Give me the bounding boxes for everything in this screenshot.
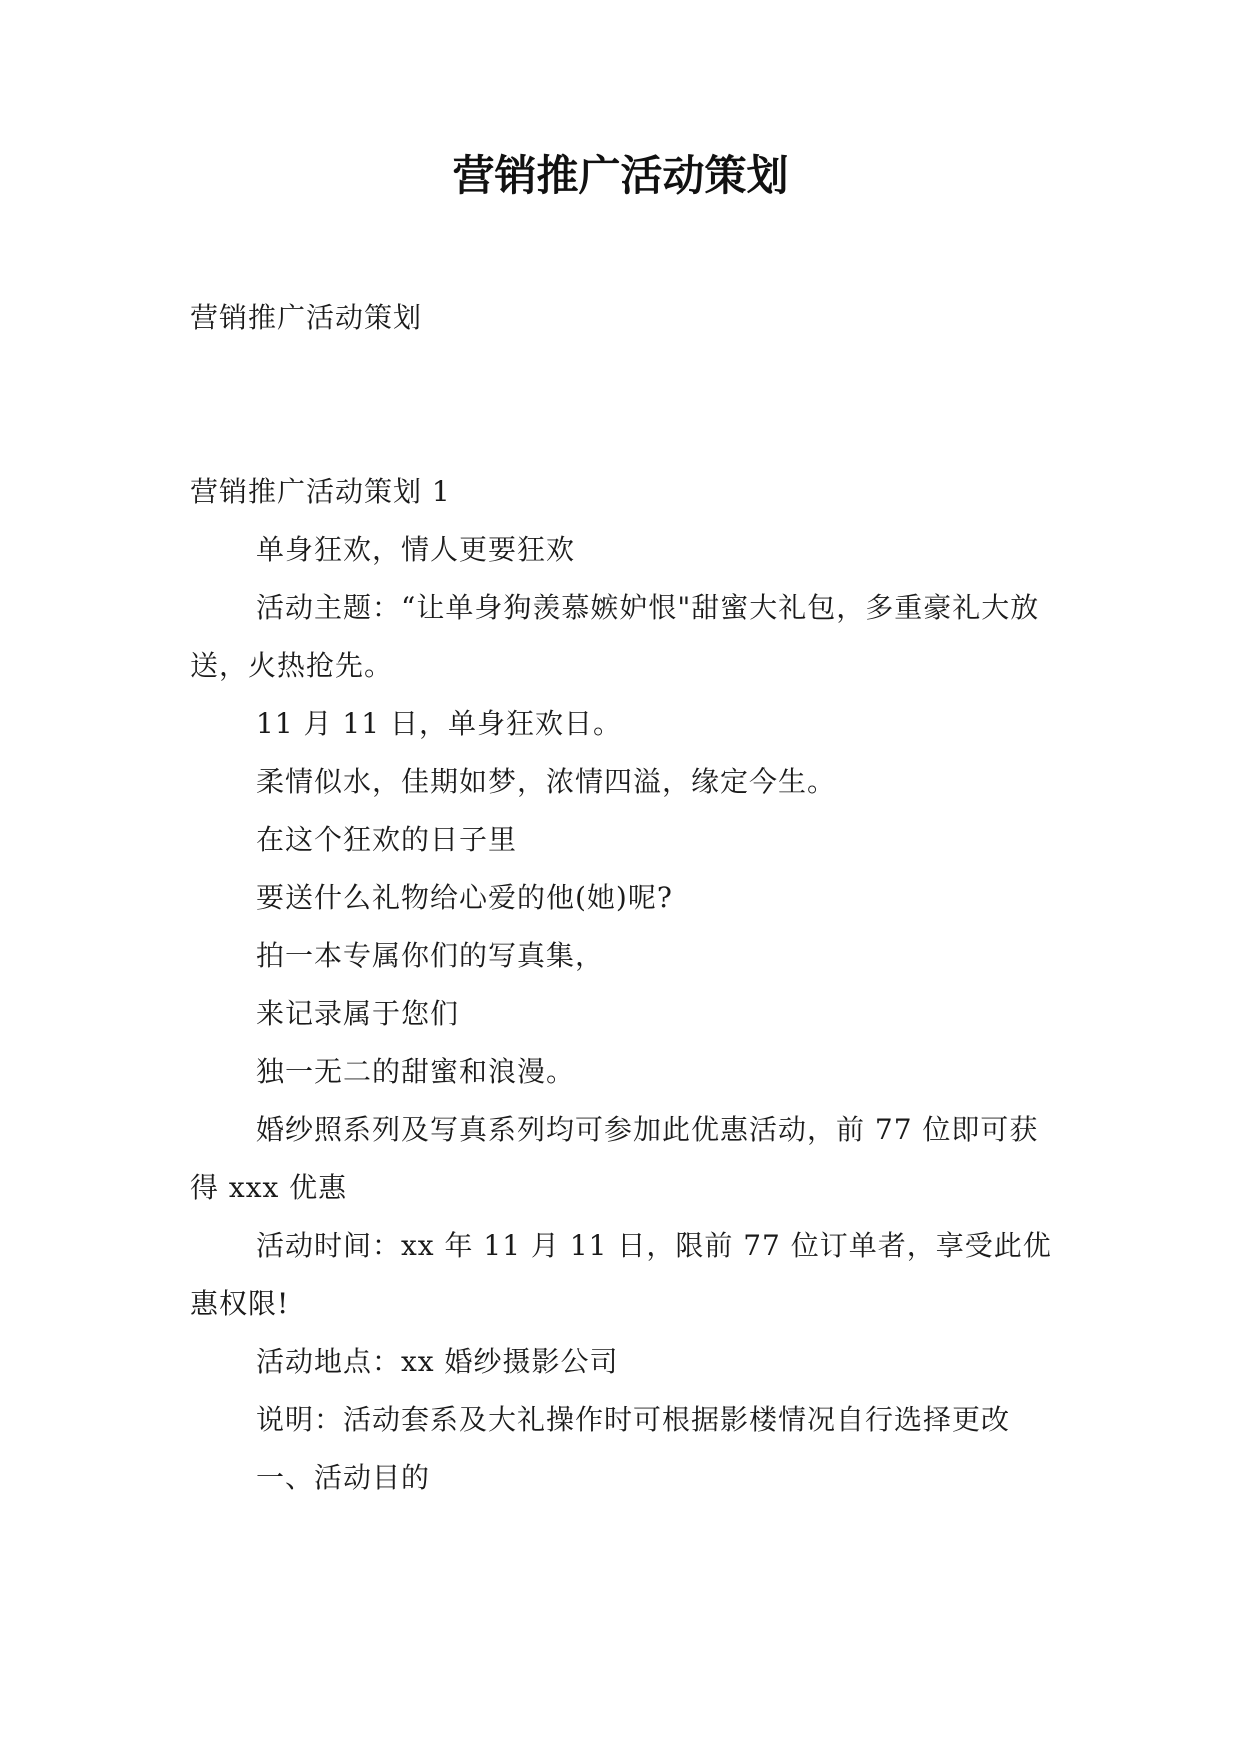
paragraph: 单身狂欢，情人更要狂欢 [256,533,576,566]
paragraph: 婚纱照系列及写真系列均可参加此优惠活动，前 77 位即可获得 xxx 优惠 [190,1113,1039,1204]
document-subtitle: 营销推广活动策划 [190,301,423,334]
paragraph: 在这个狂欢的日子里 [256,823,518,856]
paragraph: 一、活动目的 [256,1461,431,1494]
paragraph: 独一无二的甜蜜和浪漫。 [256,1055,576,1088]
document-title: 营销推广活动策划 [452,151,789,200]
paragraph: 来记录属于您们 [256,997,460,1030]
paragraph: 活动时间：xx 年 11 月 11 日，限前 77 位订单者，享受此优惠权限! [190,1229,1052,1320]
paragraph: 柔情似水，佳期如梦，浓情四溢，缘定今生。 [256,765,837,798]
section-heading: 营销推广活动策划 1 [190,475,451,508]
paragraph: 活动地点：xx 婚纱摄影公司 [256,1345,619,1378]
paragraph: 拍一本专属你们的写真集， [256,939,605,972]
paragraph: 要送什么礼物给心爱的他(她)呢? [256,881,673,914]
paragraph: 说明：活动套系及大礼操作时可根据影楼情况自行选择更改 [256,1403,1011,1436]
paragraph: 活动主题：“让单身狗羡慕嫉妒恨"甜蜜大礼包，多重豪礼大放送，火热抢先。 [190,591,1040,682]
document-body [190,289,1052,1507]
paragraph: 11 月 11 日，单身狂欢日。 [256,707,622,740]
